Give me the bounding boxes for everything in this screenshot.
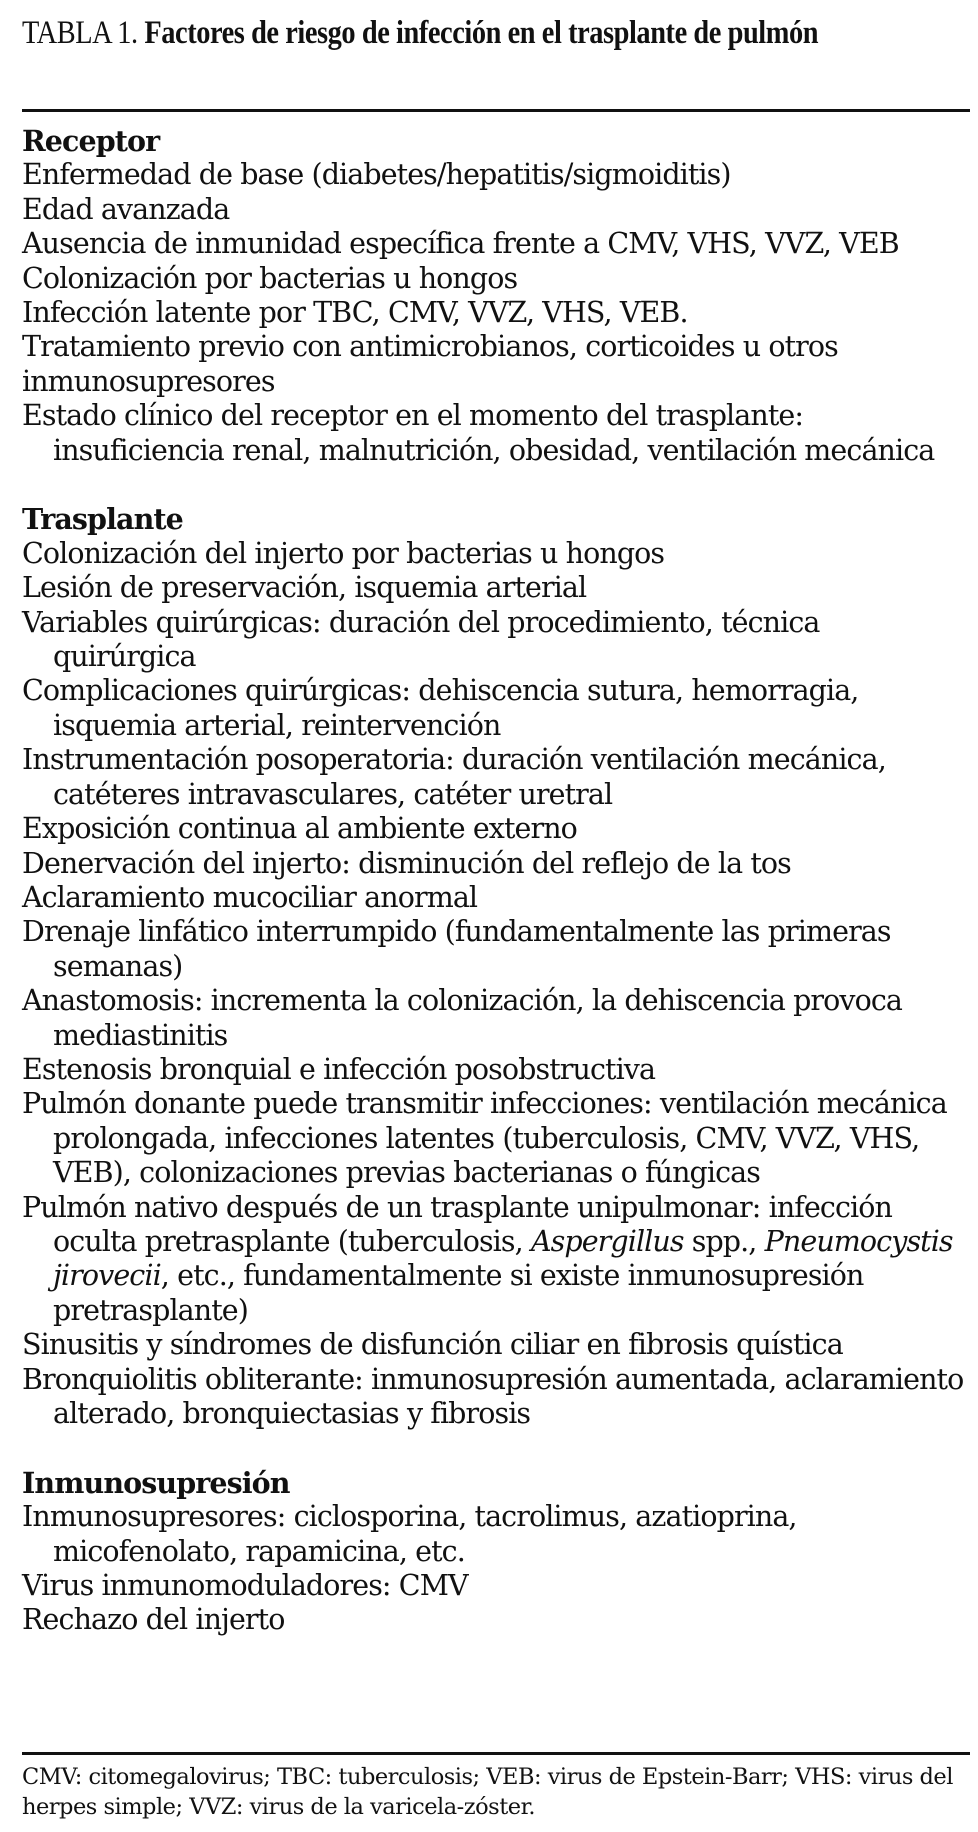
list-item: Denervación del injerto: disminución del reflejo de la tos [22,846,791,880]
section-trasplante [22,502,970,1431]
list-item: Enfermedad de base (diabetes/hepatitis/sigmoiditis) [22,158,731,192]
section-heading: Trasplante [22,502,183,537]
list-item: Edad avanzada [22,192,230,226]
section-heading: Inmunosupresión [22,1465,290,1500]
table-title-text: Factores de riesgo de infección en el trasplante de pulmón [144,15,819,51]
list-item-native-lung [22,1191,970,1329]
native-lung-text-3: , etc., fundamentalmente si existe inmunosupresión pretrasplante) [53,1259,864,1327]
native-lung-italic-pneumocystis: Pneumocystis jirovecii [53,1224,953,1293]
section-heading: Receptor [22,124,160,158]
list-item: Colonización por bacterias u hongos [22,261,518,295]
table-body [22,124,970,1672]
list-item: Aclaramiento mucociliar anormal [22,880,478,914]
native-lung-text-2: spp., [683,1224,765,1258]
list-item: Pulmón donante puede transmitir infecciones: ventilación mecánica prolongada, infecciones latentes (tuberculosis, CMV, VVZ, VHS, VEB), colonizaciones previas bacterianas o fúngicas [22,1087,947,1190]
list-item: Inmunosupresores: ciclosporina, tacrolimus, azatioprina, micofenolato, rapamicina, etc. [22,1500,797,1568]
list-item: Infección latente por TBC, CMV, VVZ, VHS, VEB. [22,296,688,330]
native-lung-text-1: Pulmón nativo después de un trasplante unipulmonar: infección oculta pretrasplante (tuberculosis, [22,1190,892,1258]
list-item: Tratamiento previo con antimicrobianos, corticoides u otros inmunosupresores [22,330,838,398]
list-item: Bronquiolitis obliterante: inmunosupresión aumentada, aclaramiento alterado, bronquiectasias y fibrosis [22,1362,964,1431]
list-item: Estenosis bronquial e infección posobstructiva [22,1052,656,1086]
table-footnote: CMV: citomegalovirus; TBC: tuberculosis; VEB: virus de Epstein-Barr; VHS: virus del herpes simple; VVZ: virus de la varicela-zóster. [22,1764,953,1820]
list-item: Virus inmunomoduladores: CMV [22,1569,468,1603]
section-receptor [22,124,970,468]
list-item: Exposición continua al ambiente externo [22,812,577,846]
list-item: Complicaciones quirúrgicas: dehiscencia sutura, hemorragia, isquemia arterial, reintervención [22,674,859,742]
list-item: Ausencia de inmunidad específica frente a CMV, VHS, VVZ, VEB [22,227,899,261]
native-lung-italic-aspergillus: Aspergillus [530,1224,684,1258]
list-item: Rechazo del injerto [22,1603,285,1637]
list-item: Lesión de preservación, isquemia arterial [22,571,587,605]
list-item: Sinusitis y síndromes de disfunción ciliar en fibrosis quística [22,1328,843,1362]
table-title [22,14,959,52]
top-rule [22,109,970,112]
section-inmunosupresion [22,1466,970,1638]
list-item: Drenaje linfático interrumpido (fundamentalmente las primeras semanas) [22,915,891,983]
list-item: Instrumentación posoperatoria: duración ventilación mecánica, catéteres intravasculares, catéter uretral [22,743,886,811]
list-item: Anastomosis: incrementa la colonización, la dehiscencia provoca mediastinitis [22,984,903,1052]
list-item: Colonización del injerto por bacterias u hongos [22,536,665,570]
list-item: Variables quirúrgicas: duración del procedimiento, técnica quirúrgica [22,605,820,674]
table-label: TABLA 1. [22,15,138,51]
bottom-rule [22,1752,970,1755]
list-item: Estado clínico del receptor en el momento del trasplante: insuficiencia renal, malnutrición, obesidad, ventilación mecánica [22,399,935,467]
